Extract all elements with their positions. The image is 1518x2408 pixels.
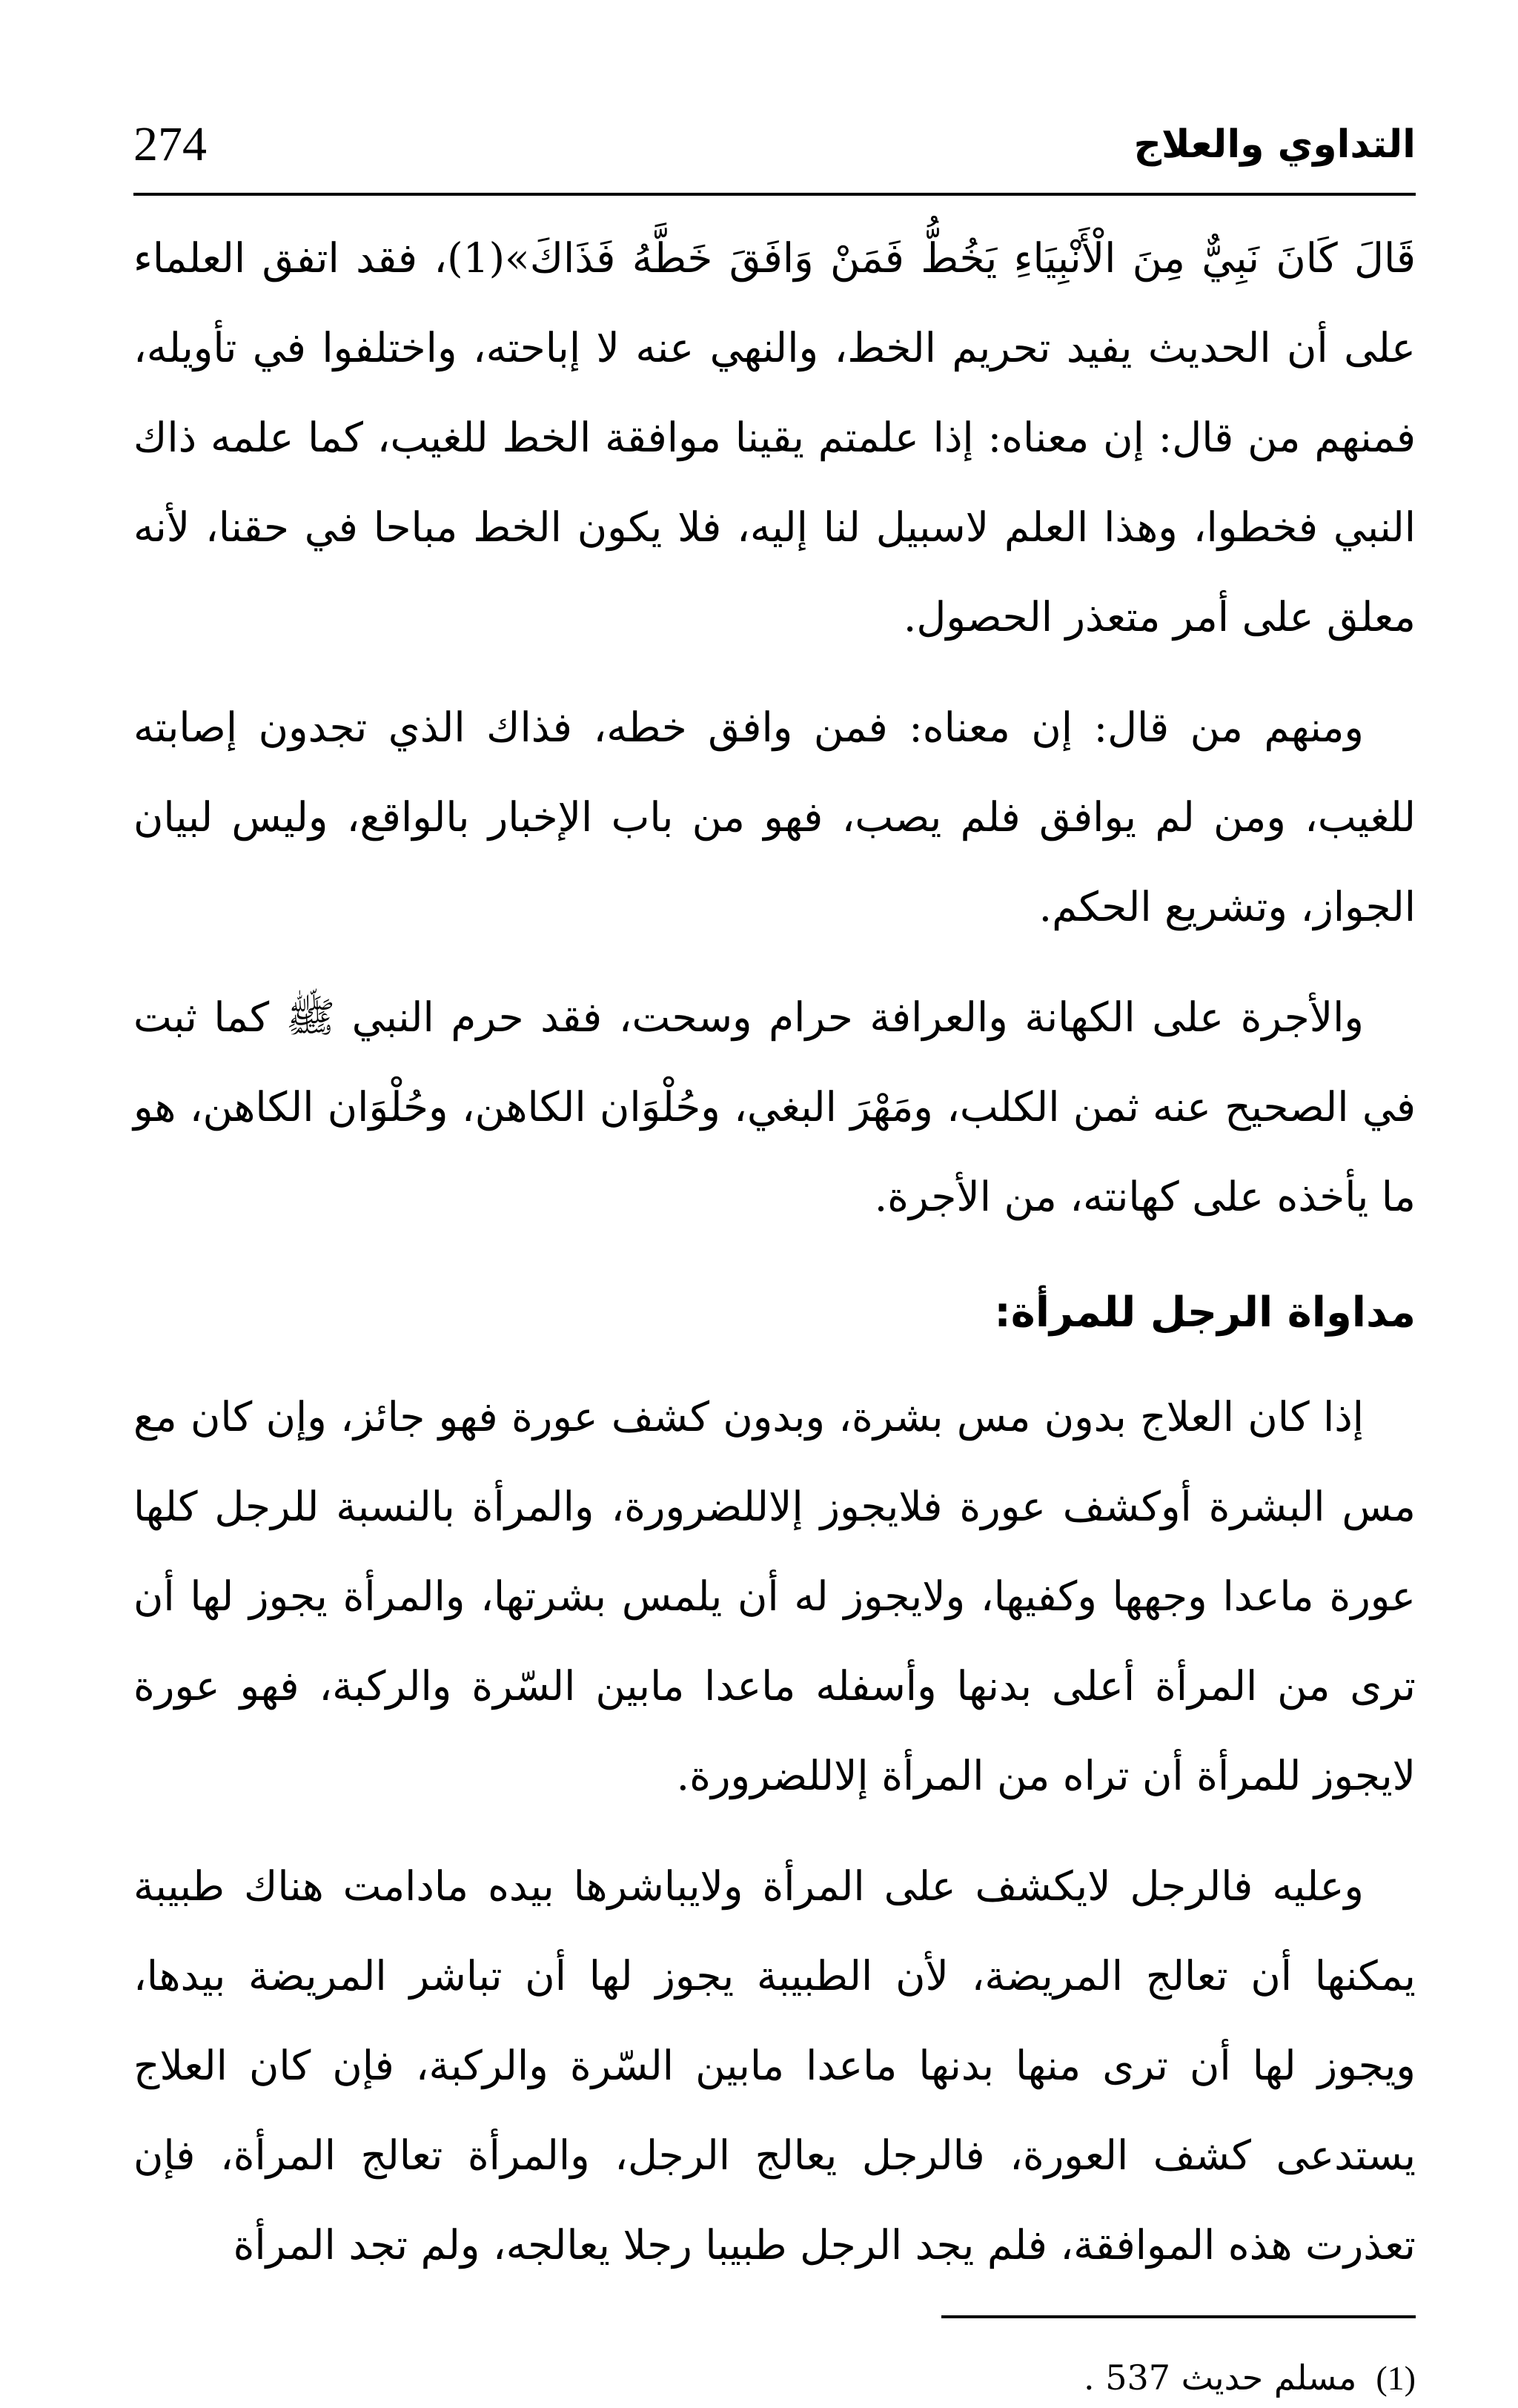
section-heading: مداواة الرجل للمرأة: (994, 1289, 1416, 1337)
running-title: التداوي والعلاج (1133, 122, 1416, 167)
book-page (133, 111, 1416, 2398)
paragraph-female-doctor: وعليه فالرجل لايكشف على المرأة ولايباشرها بيده مادامت هناك طبيبة يمكنها أن تعالج المريضة، لأن الطبيبة يجوز لها أن تباشر المريضة بيدها، ويجوز لها أن ترى منها بدنها ماعدا مابين السّرة والركبة، فإن كان العلاج يستدعى كشف العورة، فالرجل يعالج الرجل، والمرأة تعالج المرأة، فإن تعذرت هذه الموافقة، فلم يجد الرجل طبيبا رجلا يعالجه، ولم تجد المرأة (133, 1862, 1416, 2269)
paragraph-second-opinion: ومنهم من قال: إن معناه: فمن وافق خطه، فذاك الذي تجدون إصابته للغيب، ومن لم يوافق فلم يصب، فهو من باب الإخبار بالواقع، وليس لبيان الجواز، وتشريع الحكم. (133, 704, 1416, 930)
paragraph-fortune-telling-fee: والأجرة على الكهانة والعرافة حرام وسحت، فقد حرم النبي ﷺ كما ثبت في الصحيح عنه ثمن الكلب، ومَهْرَ البغي، وحُلْوَان الكاهن، وحُلْوَان الكاهن، هو ما يأخذه على كهانته، من الأجرة. (133, 993, 1416, 1220)
footnote-separator (941, 2315, 1416, 2318)
footnote-marker: (1) (1376, 2359, 1416, 2397)
footnote (133, 2348, 1416, 2408)
page-number: 274 (133, 117, 207, 171)
paragraph-treatment-rules: إذا كان العلاج بدون مس بشرة، وبدون كشف عورة فهو جائز، وإن كان مع مس البشرة أوكشف عورة فلايجوز إلاللضرورة، والمرأة بالنسبة للرجل كلها عورة ماعدا وجهها وكفيها، ولايجوز له أن يلمس بشرتها، والمرأة يجوز لها أن ترى من المرأة أعلى بدنها وأسفله ماعدا مابين السّرة والركبة، فهو عورة لايجوز للمرأة أن تراه من المرأة إلاللضرورة. (133, 1393, 1416, 1799)
page-header (133, 111, 1416, 196)
footnote-text: مسلم حديث 537 . (1083, 2358, 1357, 2398)
body-text (133, 214, 1416, 2290)
paragraph-hadith-interpretation: قَالَ كَانَ نَبِيٌّ مِنَ الْأَنْبِيَاءِ يَخُطُّ فَمَنْ وَافَقَ خَطَّهُ فَذَاكَ»(1)، فقد اتفق العلماء على أن الحديث يفيد تحريم الخط، والنهي عنه لا إباحته، واختلفوا في تأويله، فمنهم من قال: إن معناه: إذا علمتم يقينا موافقة الخط للغيب، كما علمه ذاك النبي فخطوا، وهذا العلم لاسبيل لنا إليه، فلا يكون الخط مباحا في حقنا، لأنه معلق على أمر متعذر الحصول. (133, 234, 1416, 641)
